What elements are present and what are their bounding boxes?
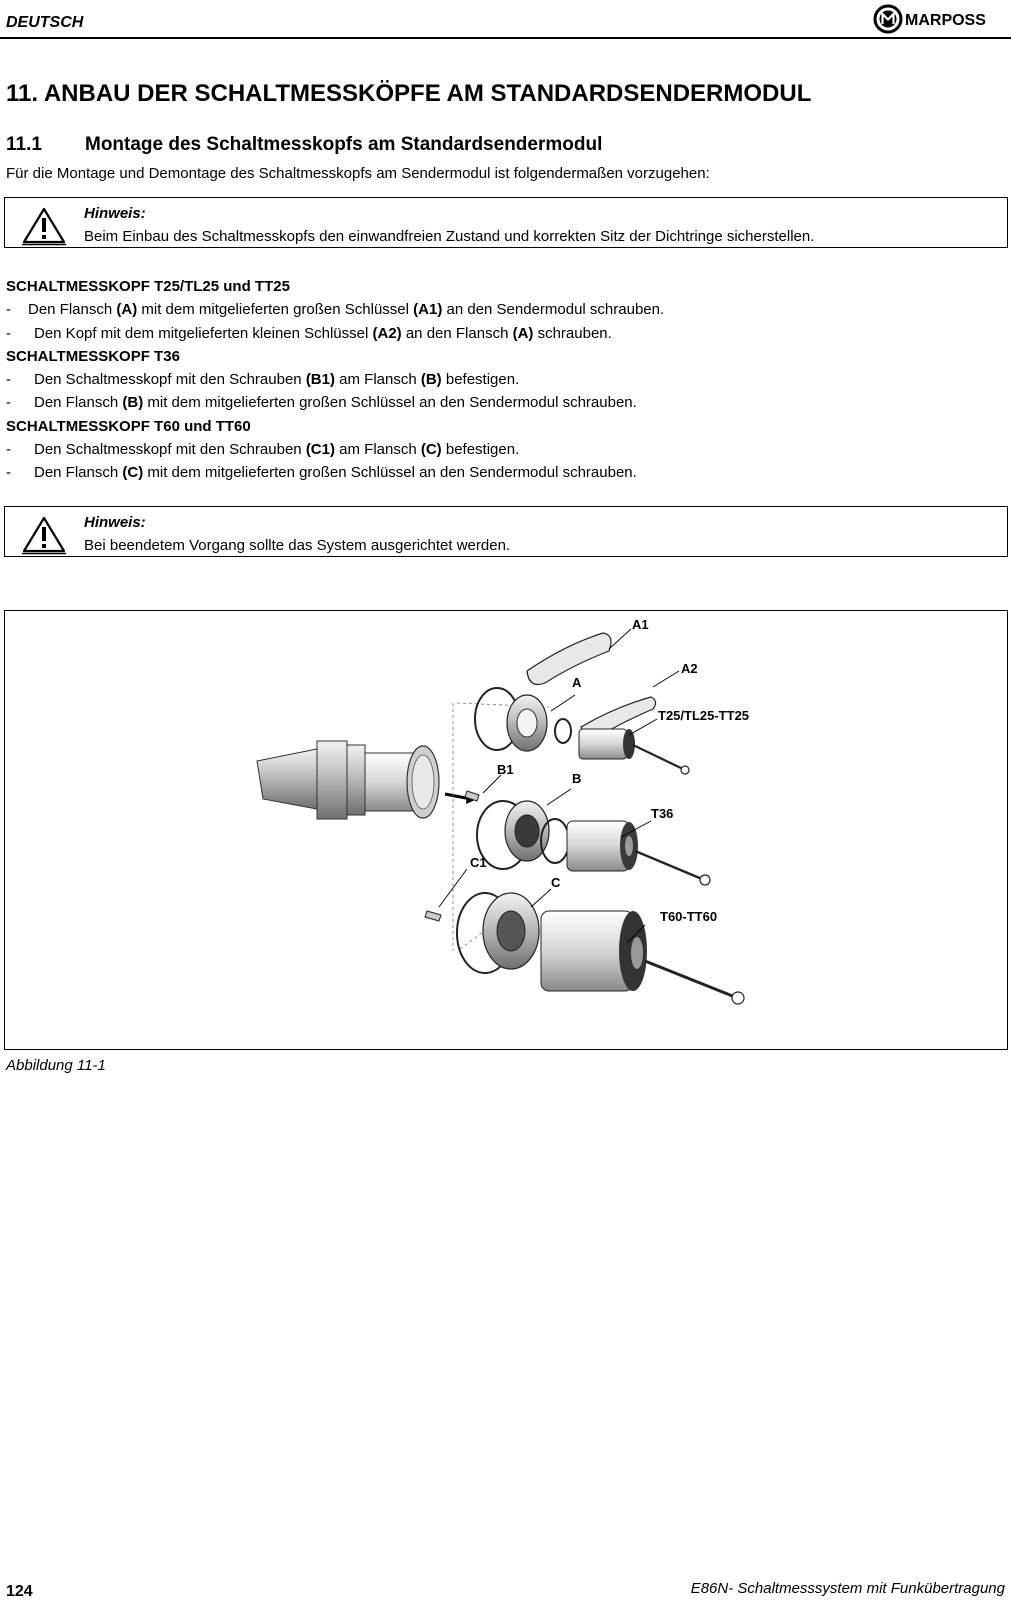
figure-assembly-diagram	[4, 610, 1008, 1050]
warning-icon	[20, 515, 68, 555]
exploded-view-illustration	[5, 611, 1007, 1049]
note-text: Beim Einbau des Schaltmesskopfs den einwandfreien Zustand und korrekten Sitz der Dichtringe sicherstellen.	[84, 228, 815, 245]
list-item-text: Den Flansch (C) mit dem mitgelieferten großen Schlüssel an den Sendermodul schrauben.	[34, 464, 637, 482]
header-divider	[0, 37, 1011, 39]
list-dash: -	[6, 324, 11, 342]
list-item	[6, 368, 1006, 391]
probe-t60	[541, 911, 744, 1004]
note-text: Bei beendetem Vorgang sollte das System ausgerichtet werden.	[84, 537, 511, 554]
marposs-logo	[872, 3, 1006, 35]
callout-a1: A1	[632, 617, 649, 632]
list-item-text: Den Flansch (A) mit dem mitgelieferten großen Schlüssel (A1) an den Sendermodul schrauben.	[28, 301, 665, 319]
section-title-text: Montage des Schaltmesskopfs am Standardsendermodul	[85, 134, 603, 155]
group-heading: SCHALTMESSKOPF T36	[6, 347, 180, 365]
footer-document-title: E86N- Schaltmesssystem mit Funkübertragung	[690, 1580, 1005, 1597]
list-item-text: Den Kopf mit dem mitgelieferten kleinen Schlüssel (A2) an den Flansch (A) schrauben.	[34, 324, 612, 342]
list-item	[6, 461, 1006, 484]
list-item-text: Den Schaltmesskopf mit den Schrauben (C1) am Flansch (C) befestigen.	[34, 441, 520, 459]
callout-b1: B1	[497, 762, 514, 777]
transmitter-module	[257, 741, 475, 819]
note-label: Hinweis:	[84, 514, 146, 531]
list-item	[6, 438, 1006, 461]
note-box	[4, 506, 1008, 557]
list-dash: -	[6, 441, 11, 459]
callout-b: B	[572, 771, 582, 786]
callout-t25: T25/TL25-TT25	[658, 708, 750, 723]
group-heading: SCHALTMESSKOPF T60 und TT60	[6, 417, 251, 435]
callout-a2: A2	[681, 661, 698, 676]
intro-paragraph: Für die Montage und Demontage des Schaltmesskopfs am Sendermodul ist folgendermaßen vorzugehen:	[6, 165, 710, 182]
chapter-title: 11. ANBAU DER SCHALTMESSKÖPFE AM STANDARDSENDERMODUL	[6, 80, 812, 107]
procedure-list	[6, 275, 1006, 485]
group-heading: SCHALTMESSKOPF T25/TL25 und TT25	[6, 278, 290, 295]
list-dash: -	[6, 371, 11, 389]
list-item	[6, 391, 1006, 414]
brand-name: MARPOSS	[905, 12, 986, 29]
callout-t36: T36	[651, 806, 674, 821]
section-title	[6, 134, 602, 156]
probe-t25	[579, 729, 689, 774]
header-language: DEUTSCH	[6, 14, 84, 31]
note-label: Hinweis:	[84, 205, 146, 222]
figure-caption: Abbildung 11-1	[6, 1057, 106, 1074]
list-item-text: Den Flansch (B) mit dem mitgelieferten großen Schlüssel an den Sendermodul schrauben.	[34, 394, 637, 412]
list-item	[6, 322, 1006, 345]
callout-t60: T60-TT60	[660, 909, 718, 924]
section-number: 11.1	[6, 134, 42, 155]
list-dash: -	[6, 394, 11, 412]
page-number: 124	[6, 1583, 33, 1600]
list-item	[6, 298, 1006, 321]
probe-t36	[567, 821, 710, 885]
callout-a: A	[572, 675, 582, 690]
note-box	[4, 197, 1008, 248]
list-dash: -	[6, 301, 11, 319]
callout-c1: C1	[470, 855, 487, 870]
callout-c: C	[551, 875, 561, 890]
list-item-text: Den Schaltmesskopf mit den Schrauben (B1) am Flansch (B) befestigen.	[34, 371, 520, 389]
list-dash: -	[6, 464, 11, 482]
warning-icon	[20, 206, 68, 246]
